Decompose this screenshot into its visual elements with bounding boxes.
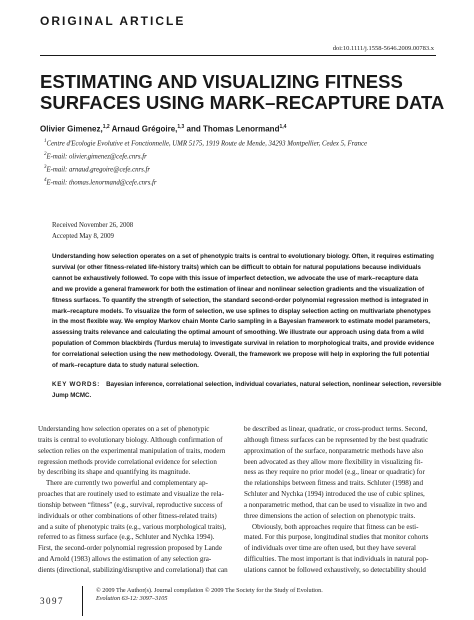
affiliation-mark: 1 bbox=[44, 139, 47, 144]
email bbox=[44, 152, 444, 160]
affiliation bbox=[44, 139, 444, 147]
keywords-line bbox=[52, 380, 440, 391]
text-line: the relationships between fitness and traits. Schluter (1998) and bbox=[244, 479, 424, 488]
abstract-line: in the most flexible way. We employ Markov chain Monte Carlo sampling in a Bayesian framework to estimate model parameters, bbox=[52, 318, 431, 326]
keywords-line: Jump MCMC. bbox=[52, 391, 92, 399]
text-line: ulations cannot be followed exhaustively, so detectability should bbox=[244, 565, 426, 574]
email-text[interactable]: E-mail: olivier.gimenez@cefe.cnrs.fr bbox=[46, 153, 147, 161]
page-number: 3097 bbox=[40, 596, 64, 606]
text-line: dients (directional, stabilizing/disruptive and correlational) that can bbox=[38, 565, 228, 574]
paragraph bbox=[244, 424, 447, 522]
text-line: been advocated as they allow more flexibility in visualizing fit- bbox=[244, 457, 423, 466]
text-line: tionship between “fitness” (e.g., survival, reproductive success of bbox=[38, 500, 223, 509]
body-column-right bbox=[244, 424, 447, 576]
text-line: and Arnold (1983) allows the estimation of any selection gra- bbox=[38, 555, 212, 564]
text-line: There are currently two powerful and complementary ap- bbox=[46, 479, 208, 488]
abstract-line: survival (or other fitness-related life-history traits) which can be difficult to obtain for natural populations because individuals bbox=[52, 263, 421, 271]
keywords bbox=[52, 380, 440, 402]
author-affil-mark: 1,3 bbox=[177, 124, 185, 130]
author-affil-mark: 1,4 bbox=[279, 124, 287, 130]
text-line: First, the second-order polynomial regression proposed by Lande bbox=[38, 544, 222, 553]
journal-reference: Evolution 63-12: 3097–3105 bbox=[96, 595, 168, 603]
abstract bbox=[52, 252, 440, 372]
text-line: ness as they require no prior model (e.g., linear or quadratic) for bbox=[244, 468, 425, 477]
text-line: of individuals over time are often used, but they have several bbox=[244, 544, 417, 553]
abstract-line: cannot be exhaustively followed. To cope with this issue of imperfect detection, we advocate the use of mark–recapture data bbox=[52, 274, 419, 282]
keywords-label: KEY WORDS: bbox=[52, 381, 101, 388]
email bbox=[44, 178, 444, 186]
affiliation-mark: 4 bbox=[44, 178, 47, 183]
doi[interactable]: doi:10.1111/j.1558-5646.2009.00783.x bbox=[332, 45, 434, 52]
text-line: referred to as fitness surface (e.g., Schluter and Nychka 1994). bbox=[38, 533, 215, 542]
text-line: Understanding how selection operates on a set of phenotypic bbox=[38, 425, 210, 433]
text-line: individuals or other combinations of other fitness-related traits) bbox=[38, 511, 217, 520]
accepted-date: Accepted May 8, 2009 bbox=[52, 233, 114, 240]
abstract-line: and we provide a general framework for both the estimation of linear and nonlinear selection gradients and the visualization of bbox=[52, 285, 425, 293]
author-affil-mark: 1,2 bbox=[102, 124, 110, 130]
abstract-line: population of Common blackbirds (Turdus merula) to investigate survival in relation to morphological traits, and provide evidence bbox=[52, 340, 435, 348]
text-line: proaches that are routinely used to estimate and visualize the rela- bbox=[38, 490, 224, 499]
article-title bbox=[40, 71, 445, 113]
abstract-line: of mark–recapture data to study natural selection. bbox=[52, 362, 199, 370]
affiliation-mark: 3 bbox=[44, 165, 47, 170]
section-label: ORIGINAL ARTICLE bbox=[40, 14, 186, 28]
title-line: ESTIMATING AND VISUALIZING FITNESS bbox=[40, 71, 403, 92]
received-date: Received November 26, 2008 bbox=[52, 222, 134, 229]
text-line: difficulties. The most important is that individuals in natural pop- bbox=[244, 555, 429, 564]
paragraph bbox=[38, 478, 241, 576]
email-text[interactable]: E-mail: arnaud.gregoire@cefe.cnrs.fr bbox=[46, 166, 151, 174]
abstract-line: fitness surfaces. To quantify the strength of selection, the standard second-order polynomial regression method is integrated in bbox=[52, 296, 429, 304]
author-list bbox=[40, 124, 440, 134]
affiliation-mark: 2 bbox=[44, 152, 47, 157]
email bbox=[44, 165, 444, 173]
header-rule bbox=[40, 55, 436, 56]
footer-notes bbox=[96, 587, 323, 604]
text-line: approximation of the surface, nonparametric methods have also bbox=[244, 446, 424, 455]
body-column-left bbox=[38, 424, 241, 576]
text-line: Obviously, both approaches require that fitness can be esti- bbox=[252, 522, 419, 531]
text-line: selection relies on the experimental manipulation of traits, modern bbox=[38, 446, 226, 455]
text-line: three dimensions the action of selection on phenotypic traits. bbox=[244, 511, 416, 520]
abstract-line: Understanding how selection operates on a set of phenotypic traits is central to evolutionary biology. Often, it requires estimating bbox=[52, 253, 434, 260]
text-line: and a suite of phenotypic traits (e.g., various morphological traits), bbox=[38, 522, 227, 531]
author-name: and Thomas Lenormand bbox=[184, 124, 280, 134]
text-line: by describing its shape and quantifying its magnitude. bbox=[38, 468, 191, 477]
keywords-text: Bayesian inference, correlational selection, individual covariates, natural selection, nonlinear selection, reversible bbox=[106, 381, 442, 388]
email-text[interactable]: E-mail: thomas.lenormand@cefe.cnrs.fr bbox=[46, 179, 157, 187]
text-line: be described as linear, quadratic, or cross-product terms. Second, bbox=[244, 425, 428, 433]
paragraph bbox=[38, 424, 241, 478]
abstract-line: for correlational selection using the new methodology. Overall, the framework we propose will help in exploring the full potential bbox=[52, 351, 430, 359]
author-name: Olivier Gimenez, bbox=[40, 124, 103, 134]
abstract-line: mark–recapture models. To visualize the form of selection, we use splines to display selection acting on multivariate phenotypes bbox=[52, 307, 431, 315]
affiliation-text: Centre d'Ecologie Evolutive et Fonctionnelle, UMR 5175, 1919 Route de Mende, 34293 Montpellier, Cedex 5, France bbox=[46, 140, 368, 148]
text-line: although fitness surfaces can be represented by the best quadratic bbox=[244, 435, 429, 444]
text-line: mated. For this purpose, longitudinal studies that monitor cohorts bbox=[244, 533, 429, 542]
copyright-notice: © 2009 The Author(s). Journal compilation © 2009 The Society for the Study of Evolution. bbox=[96, 587, 323, 594]
text-line: traits is central to evolutionary biology. Although confirmation of bbox=[38, 435, 223, 444]
title-line: SURFACES USING MARK–RECAPTURE DATA bbox=[40, 92, 445, 113]
abstract-line: assessing traits relevance and calculating the optimal amount of smoothing. We illustrate our approach using data from a wild bbox=[52, 329, 424, 337]
text-line: regression methods provide correlational evidence for selection bbox=[38, 457, 217, 466]
author-name: Arnaud Grégoire, bbox=[109, 124, 178, 134]
text-line: a nonparametric method, that can be used to visualize in two and bbox=[244, 500, 427, 509]
text-line: Schluter and Nychka (1994) introduced the use of cubic splines, bbox=[244, 490, 425, 499]
paragraph bbox=[244, 522, 447, 576]
footer-divider bbox=[82, 586, 83, 616]
